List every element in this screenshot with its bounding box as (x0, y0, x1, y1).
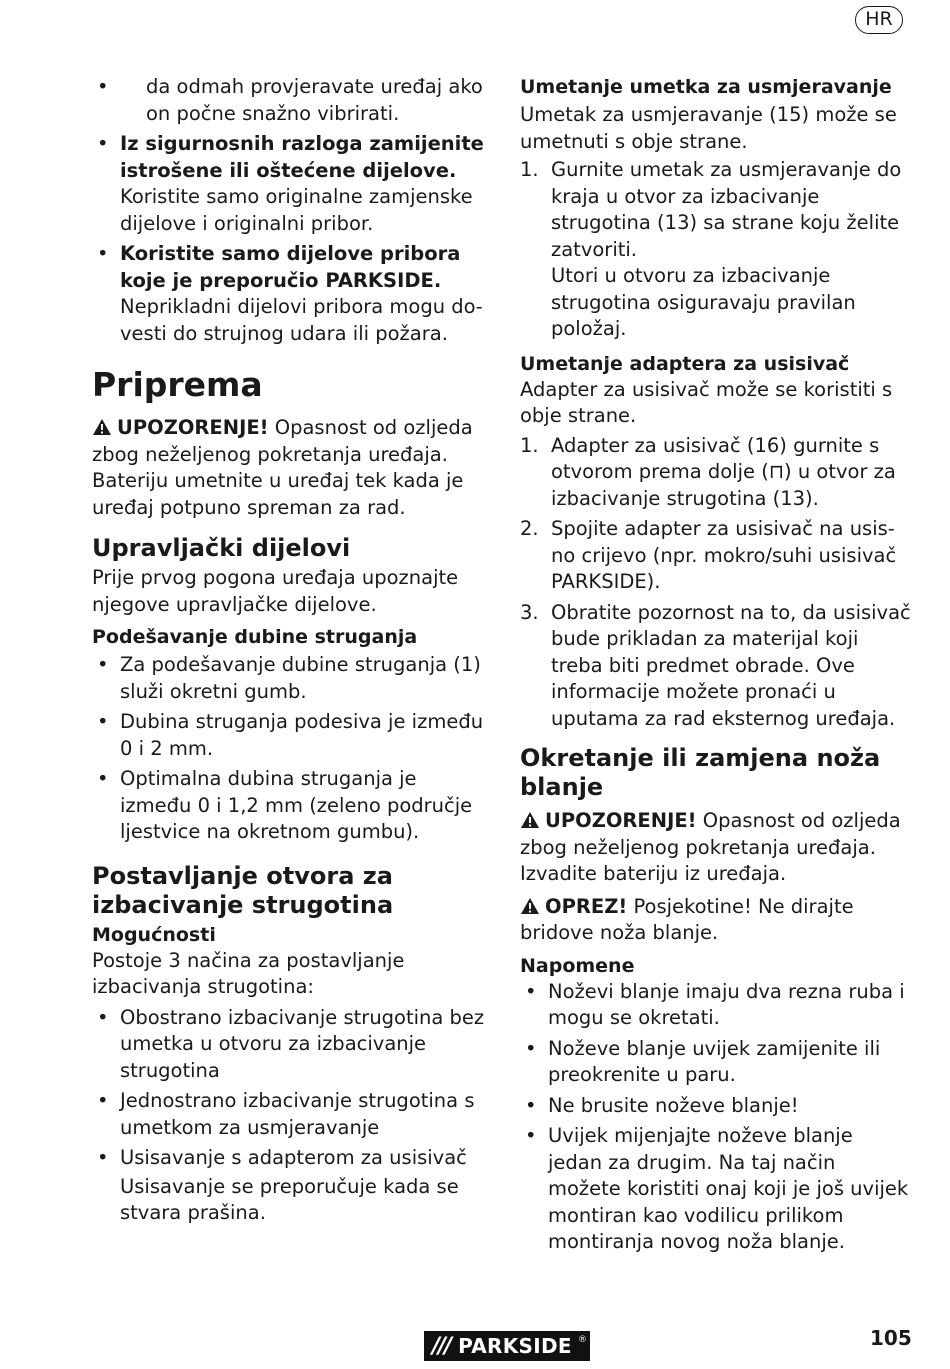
list-item: • Usisavanje s adapterom za usisivač (92, 1145, 487, 1172)
right-column (520, 74, 912, 1260)
notes-list (520, 979, 912, 1256)
list-item: • Obostrano izbacivanje strugotina bez umetka u otvoru za izbacivanje strugotina (92, 1005, 487, 1085)
step-number: 1. (520, 433, 539, 457)
list-item: • da odmah provjeravate uređaj ako on počne snažno vibrirati. (92, 74, 487, 127)
list-item: • Noževe blanje uvijek zamijenite ili preokrenite u paru. (520, 1036, 912, 1089)
language-badge: HR (855, 6, 903, 34)
parkside-logo (424, 1331, 590, 1361)
section-title-priprema: Priprema (92, 365, 263, 404)
section-title-controls: Upravljački dijelovi (92, 534, 351, 562)
warning-triangle-icon (520, 897, 540, 915)
warning-triangle-icon (92, 418, 112, 436)
list-item: • Uvijek mijenjajte noževe blanje jedan za drugim. Na taj način možete koristiti onaj koji je još uvijek montiran kao vodilicu prilikom montiranja novog noža blanje. (520, 1123, 912, 1256)
options-label: Mogućnosti (92, 923, 216, 946)
adapter-steps (520, 433, 912, 733)
list-item: • Noževi blanje imaju dva rezna ruba i mogu se okretati. (520, 979, 912, 1032)
depth-label: Podešavanje dubine struganja (92, 626, 418, 648)
list-item: • Za podešavanje dubine struganja (1) služi okretni gumb. (92, 652, 487, 705)
controls-text: Prije prvog pogona uređaja upoznajte njegove upravljačke dijelove. (92, 566, 459, 616)
options-text: Postoje 3 načina za postavljanje izbacivanja strugotina: (92, 948, 405, 998)
insert-label: Umetanje umetka za usmjeravanje (520, 76, 892, 98)
logo-slashes: /// (432, 1333, 451, 1359)
section-title-ejection: Postavljanje otvora za izbacivanje strugotina (92, 861, 394, 919)
step-item: 1. Gurnite umetak za usmjeravanje do kraja u otvor za izbacivanje strugotina (13) sa strane koju želite zatvoriti. (520, 158, 902, 261)
logo-registered-mark: ® (578, 1335, 587, 1345)
options-note: Usisavanje se preporučuje kada se stvara prašina. (120, 1174, 459, 1224)
logo-text: PARKSIDE (458, 1334, 572, 1358)
page-number: 105 (870, 1326, 912, 1350)
list-item: • Koristite samo dijelove pribora koje je preporučio PARKSIDE. Neprikladni dijelovi pribora mogu dovesti do strujnog udara ili požara. (92, 241, 487, 347)
step-item: 3. Obratite pozornost na to, da usisivač bude prikladan za materijal koji treba biti predmet obrade. Ove informacije možete pronaći u uputama za rad eksternog uređaja. (520, 600, 911, 730)
step-number: 2. (520, 517, 539, 540)
step-item: 1. Adapter za usisivač (16) gurnite s otvorom prema dolje (⊓) u otvor za izbacivanje strugotina (13). (520, 433, 896, 510)
warning-paragraph: UPOZORENJE! Opasnost od ozljeda zbog neželjenog pokretanja uređaja. Bateriju umetnite u uređaj tek kada je uređaj potpuno spreman za rad. (92, 416, 473, 519)
section-title-blade: Okretanje ili zamjena noža blanje (520, 744, 881, 801)
depth-list (92, 652, 487, 846)
notes-label: Napomene (520, 954, 635, 977)
warning-triangle-icon (520, 811, 540, 829)
insert-text: Umetak za usmjeravanje (15) može se umetnuti s obje strane. (520, 103, 897, 153)
adapter-text: Adapter za usisivač može se koristiti s obje strane. (520, 377, 893, 427)
list-item: • Optimalna dubina struganja je između 0 i 1,2 mm (zeleno područje ljestvice na okretnom gumbu). (92, 766, 487, 846)
insert-note: Utori u otvoru za izbacivanje strugotina osiguravaju pravilan položaj. (551, 264, 856, 340)
step-number: 3. (520, 600, 539, 624)
list-item: • Jednostrano izbacivanje strugotina s umetkom za usmjeravanje (92, 1088, 487, 1141)
safety-list (92, 74, 487, 347)
step-item: 2. Spojite adapter za usisivač na usisno crijevo (npr. mokro/suhi usisivač PARKSIDE). (520, 517, 897, 593)
insert-steps (520, 157, 912, 263)
list-item: • Dubina struganja podesiva je između 0 i 2 mm. (92, 709, 487, 762)
blade-warning: UPOZORENJE! Opasnost od ozljeda zbog neželjenog pokretanja uređaja. Izvadite bateriju iz uređaja. (520, 809, 901, 885)
step-number: 1. (520, 158, 539, 181)
list-item: • Iz sigurnosnih razloga zamijenite istrošene ili oštećene dijelove. Koristite samo originalne zamjenske dijelove i originalni pribor. (92, 131, 487, 237)
left-column (92, 74, 487, 1227)
options-list (92, 1005, 487, 1172)
caution-paragraph: OPREZ! Posjekotine! Ne dirajte bridove noža blanje. (520, 894, 854, 944)
adapter-label: Umetanje adaptera za usisivač (520, 352, 850, 375)
list-item: • Ne brusite noževe blanje! (520, 1093, 912, 1120)
